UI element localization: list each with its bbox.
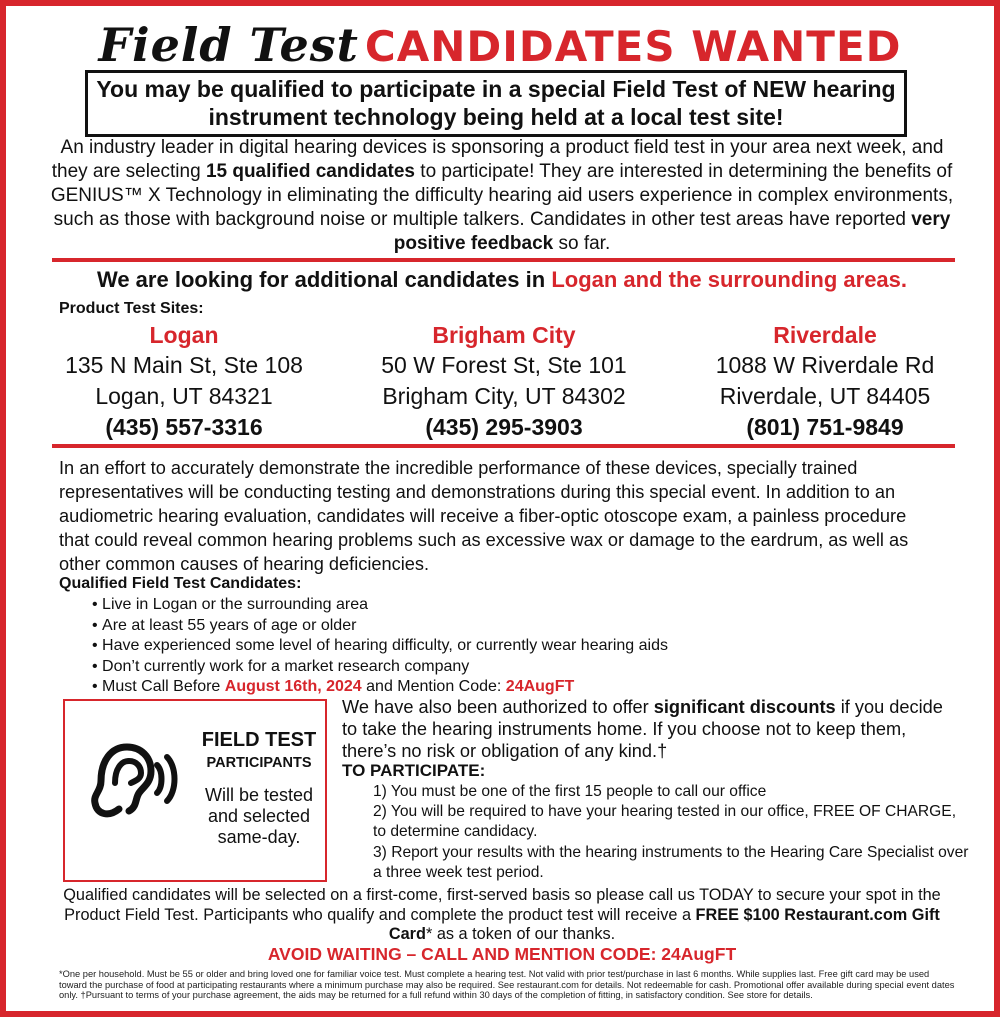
list-item: 3) Report your results with the hearing instruments to the Hearing Care Specialist over a three week test period. <box>373 843 969 881</box>
site-city: Brigham City <box>432 322 576 348</box>
divider-bottom <box>52 444 955 448</box>
site-city: Riverdale <box>773 322 877 348</box>
intro-text-c: to participate! They are interested in determining the benefits of GENIUS™ X Technology in eliminating the difficulty hearing aid users experience in complex environments, such as those with background noise or multiple talkers. Candidates in other test areas have reported <box>50 161 954 230</box>
call-to-action: AVOID WAITING – CALL AND MENTION CODE: 24AugFT <box>267 944 737 964</box>
intro-bold-candidates: 15 qualified candidates <box>205 161 416 182</box>
closing-text-c: * as a token of our thanks. <box>425 925 616 943</box>
candidates-wanted-title: CANDIDATES WANTED <box>364 22 902 71</box>
site-citystate: Brigham City, UT 84302 <box>382 383 626 409</box>
list-item: • Have experienced some level of hearing difficulty, or currently wear hearing aids <box>92 636 792 657</box>
closing-paragraph <box>50 886 954 945</box>
subtitle-text-a: You may be qualified to participate in a special Field Test of <box>96 76 753 102</box>
closing-text-a: Qualified candidates will be selected on a first-come, first-served basis so please call us TODAY to secure your spot in the Product Field Test. Participants who qualify and complete the product test will receive a <box>63 886 941 924</box>
intro-bold-feedback: very positive feedback <box>393 209 951 254</box>
looking-area: Logan and the surrounding areas. <box>551 267 908 292</box>
discount-text-a: We have also been authorized to offer <box>342 697 654 717</box>
site-street: 50 W Forest St, Ste 101 <box>381 352 627 378</box>
intro-text-a: An industry leader in digital hearing devices is sponsoring a product field test in your area next week, and they are selecting <box>51 137 944 182</box>
site-brigham-city <box>354 320 654 443</box>
list-item: • Live in Logan or the surrounding area <box>92 595 792 616</box>
deadline-date: August 16th, 2024 <box>224 678 362 695</box>
site-riverdale <box>675 320 975 443</box>
field-test-script-title: Field Test <box>98 18 359 72</box>
intro-paragraph <box>50 136 954 256</box>
mention-code: 24AugFT <box>505 678 575 695</box>
sites-label: Product Test Sites: <box>59 300 204 317</box>
gift-card-offer: FREE $100 Restaurant.com Gift Card <box>388 905 940 943</box>
deadline-text: Must Call Before <box>102 678 225 695</box>
site-phone[interactable]: (801) 751-9849 <box>746 414 904 440</box>
badge-subtitle: PARTICIPANTS <box>206 755 312 771</box>
site-citystate: Logan, UT 84321 <box>95 383 273 409</box>
boxed-subtitle <box>85 70 907 137</box>
badge-text: Will be tested and selected same-day. <box>204 785 314 847</box>
site-street: 1088 W Riverdale Rd <box>715 352 935 378</box>
list-item: • Don’t currently work for a market research company <box>92 657 792 678</box>
field-test-badge <box>63 699 327 882</box>
site-phone[interactable]: (435) 557-3316 <box>105 414 263 440</box>
looking-text: We are looking for additional candidates in <box>96 267 552 292</box>
badge-title: FIELD TEST <box>201 729 317 751</box>
qualified-label: Qualified Field Test Candidates: <box>59 575 302 592</box>
subtitle-text-c: hearing instrument technology being held at a local test site! <box>208 76 896 130</box>
discount-bold: significant discounts <box>653 697 836 717</box>
list-item: • Are at least 55 years of age or older <box>92 616 792 637</box>
divider-top <box>52 258 955 262</box>
site-citystate: Riverdale, UT 84405 <box>719 383 931 409</box>
site-logan <box>34 320 334 443</box>
list-item: 1) You must be one of the first 15 people to call our office <box>373 783 767 800</box>
subtitle-new: NEW <box>752 76 807 102</box>
qualified-list <box>92 595 792 698</box>
list-item: 2) You will be required to have your hearing tested in our office, FREE OF CHARGE, to determine candidacy. <box>373 803 957 841</box>
fine-print: *One per household. Must be 55 or older and bring loved one for familiar voice test. Must complete a hearing test. Not valid with prior test/purchase in last 6 months. While supplies last. Free gift card may be used toward the purchase of food at participating restaurants where a minimum purchase may also be required. See restaurant.com for details. Not redeemable for cash. Promotional offer available during special event dates only. †Pursuant to terms of your purchase agreement, the aids may be returned for a full refund within 30 days of the completion of fitting, in satisfactory condition. See store for details. <box>59 969 955 1001</box>
discount-paragraph <box>342 696 962 762</box>
site-phone[interactable]: (435) 295-3903 <box>425 414 583 440</box>
intro-text-e: so far. <box>553 233 611 254</box>
list-item <box>92 677 792 698</box>
looking-heading <box>50 267 954 293</box>
discount-text-c: if you decide to take the hearing instruments home. If you choose not to keep them, there’s no risk or obligation of any kind.† <box>342 697 943 761</box>
participate-steps <box>373 782 973 883</box>
participate-label: TO PARTICIPATE: <box>342 761 486 780</box>
demo-paragraph: In an effort to accurately demonstrate the incredible performance of these devices, specially trained representatives will be conducting testing and demonstrations during this special event. In addition to an audiometric hearing evaluation, candidates will receive a fiber-optic otoscope exam, a painless procedure that could reveal common hearing problems such as excessive wax or damage to the eardrum, as well as other common causes of hearing deficiencies. <box>59 458 909 574</box>
ear-sound-icon <box>75 731 185 831</box>
mention-code-text: and Mention Code: <box>361 678 506 695</box>
headline <box>6 18 994 72</box>
site-street: 135 N Main St, Ste 108 <box>65 352 303 378</box>
site-city: Logan <box>149 322 219 348</box>
